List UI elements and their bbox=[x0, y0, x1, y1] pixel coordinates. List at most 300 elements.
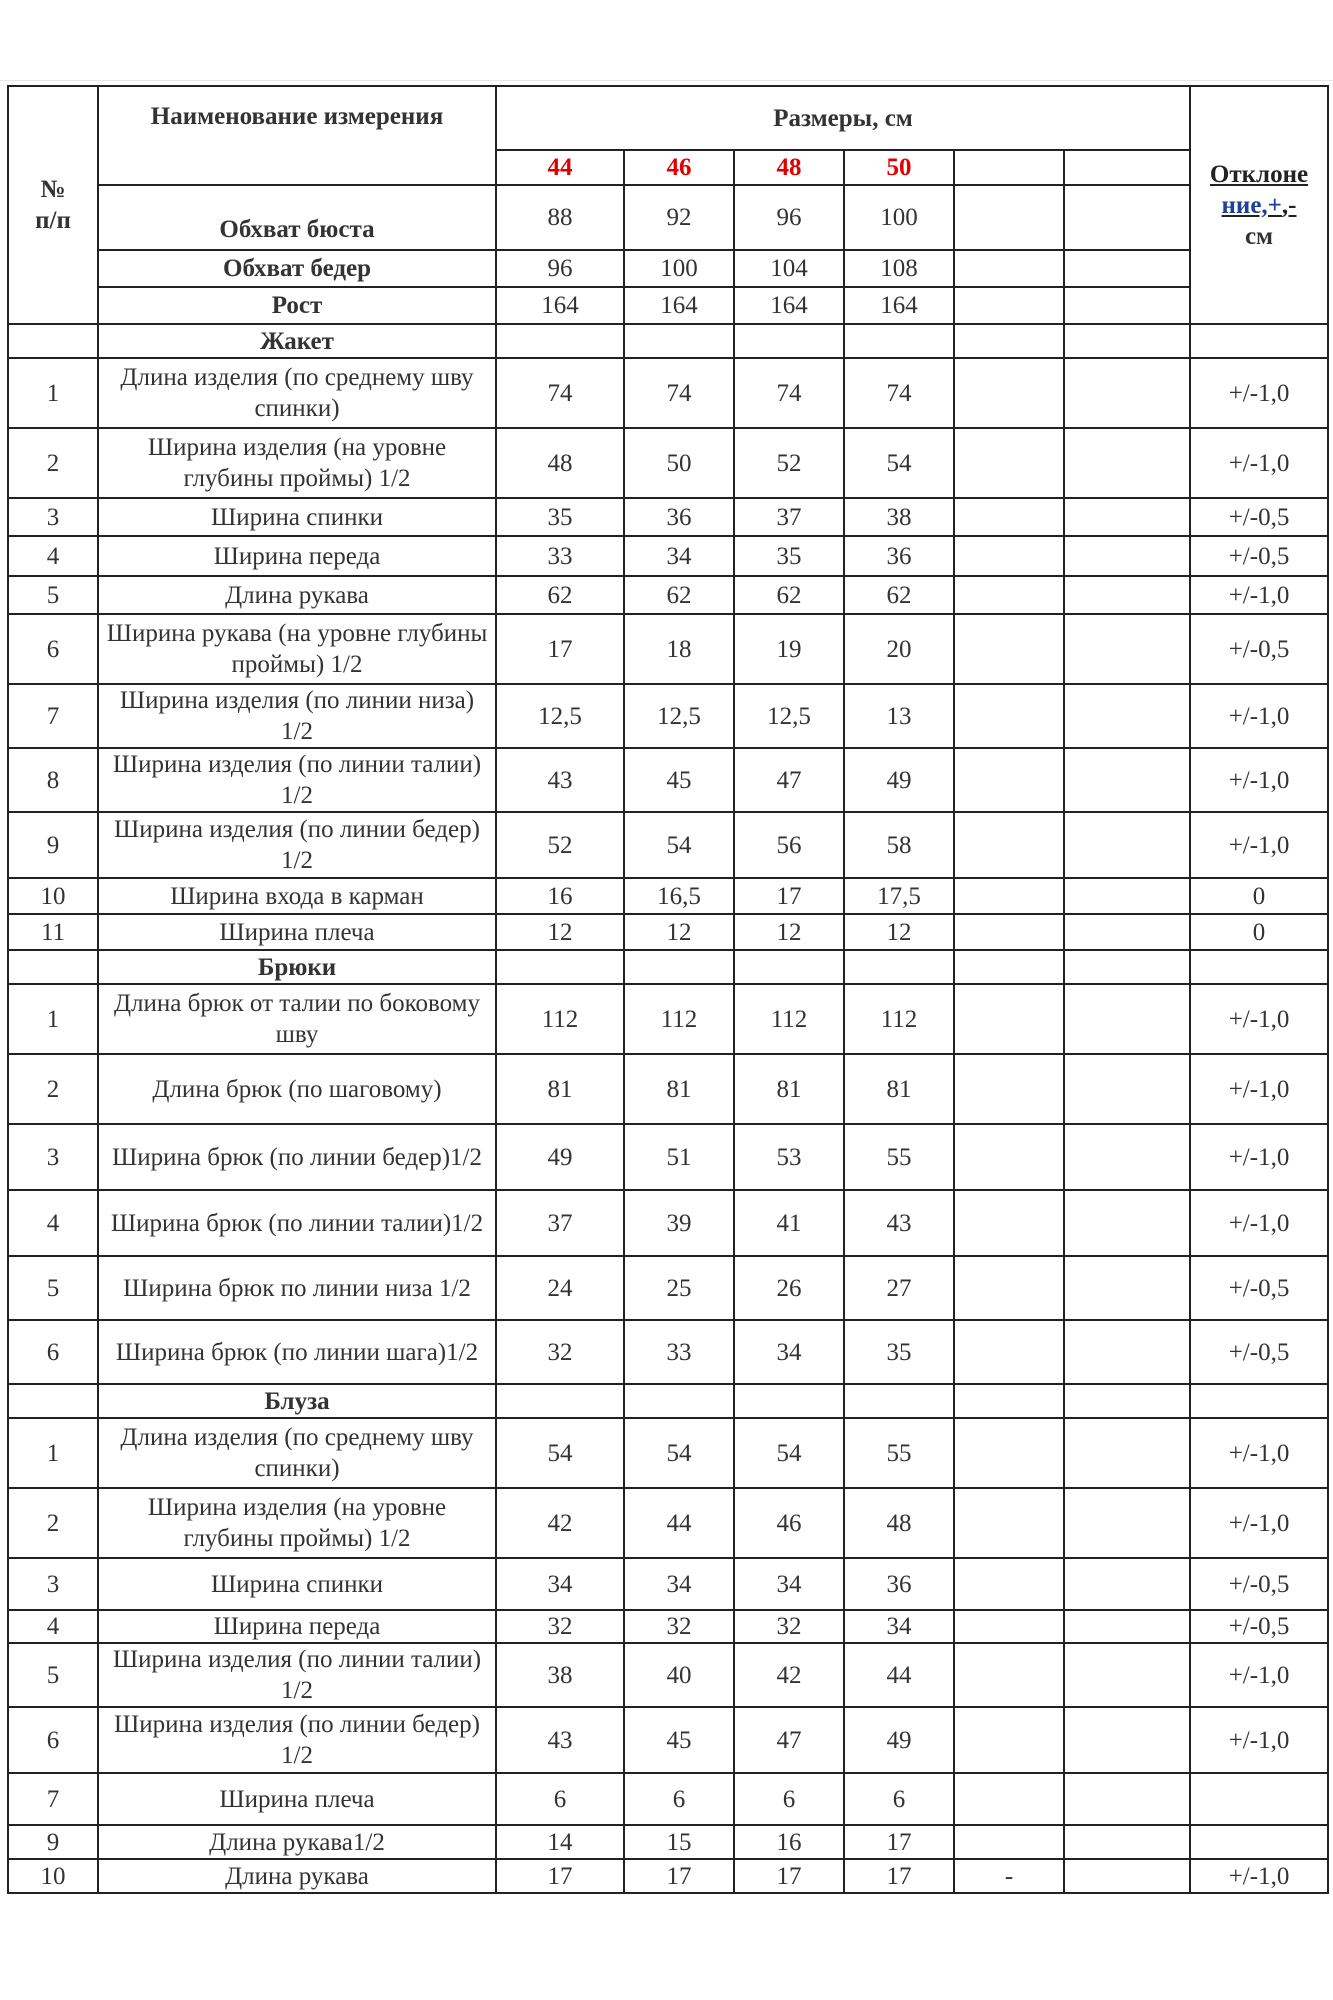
size-value: 34 bbox=[624, 1558, 734, 1610]
size-col: 48 bbox=[734, 150, 844, 185]
deviation-value: +/-1,0 bbox=[1190, 428, 1328, 498]
table-row bbox=[8, 1707, 1328, 1773]
measurement-name: Ширина изделия (по линии талии) 1/2 bbox=[98, 748, 496, 812]
hips-value bbox=[954, 250, 1064, 287]
table-row bbox=[8, 1825, 1328, 1859]
bust-value: 88 bbox=[496, 185, 624, 250]
table-row bbox=[8, 576, 1328, 614]
size-value: 16 bbox=[734, 1825, 844, 1859]
size-value: 38 bbox=[844, 498, 954, 536]
row-number: 3 bbox=[8, 498, 98, 536]
size-value bbox=[1064, 1707, 1190, 1773]
size-value bbox=[954, 498, 1064, 536]
table-row bbox=[8, 1124, 1328, 1190]
size-value: 44 bbox=[624, 1488, 734, 1558]
size-value bbox=[1064, 684, 1190, 748]
measurement-name: Ширина брюк (по линии талии)1/2 bbox=[98, 1190, 496, 1256]
section-empty-cell bbox=[8, 324, 98, 358]
hips-value bbox=[1064, 250, 1190, 287]
size-value bbox=[954, 1707, 1064, 1773]
size-value: 81 bbox=[734, 1054, 844, 1124]
size-value: 34 bbox=[624, 536, 734, 576]
section-empty-cell bbox=[1190, 324, 1328, 358]
page-top-rule bbox=[0, 80, 1333, 81]
header-row-titles bbox=[8, 86, 1328, 150]
size-value bbox=[1064, 1643, 1190, 1707]
size-value: 32 bbox=[496, 1320, 624, 1384]
size-value: 41 bbox=[734, 1190, 844, 1256]
size-value bbox=[1064, 1124, 1190, 1190]
size-value: 15 bbox=[624, 1825, 734, 1859]
row-number: 4 bbox=[8, 1610, 98, 1643]
bust-value bbox=[1064, 185, 1190, 250]
measurement-name: Длина брюк (по шаговому) bbox=[98, 1054, 496, 1124]
size-value: 24 bbox=[496, 1256, 624, 1320]
size-value: 6 bbox=[844, 1773, 954, 1825]
size-col: 44 bbox=[496, 150, 624, 185]
table-row bbox=[8, 1190, 1328, 1256]
deviation-value: +/-0,5 bbox=[1190, 1558, 1328, 1610]
deviation-value: +/-1,0 bbox=[1190, 1859, 1328, 1893]
size-value: 17 bbox=[734, 878, 844, 914]
bust-value: 96 bbox=[734, 185, 844, 250]
section-empty-cell bbox=[844, 324, 954, 358]
section-empty-cell bbox=[1190, 950, 1328, 984]
size-value: 42 bbox=[496, 1488, 624, 1558]
measurement-name: Длина рукава bbox=[98, 1859, 496, 1893]
deviation-value: +/-0,5 bbox=[1190, 1320, 1328, 1384]
header-row-hips bbox=[8, 250, 1328, 287]
measurement-name: Длина рукава1/2 bbox=[98, 1825, 496, 1859]
section-empty-cell bbox=[954, 1384, 1064, 1418]
deviation-value bbox=[1190, 1825, 1328, 1859]
measurement-name: Ширина брюк по линии низа 1/2 bbox=[98, 1256, 496, 1320]
size-value bbox=[1064, 748, 1190, 812]
deviation-value: 0 bbox=[1190, 878, 1328, 914]
size-value: 26 bbox=[734, 1256, 844, 1320]
size-value: 38 bbox=[496, 1643, 624, 1707]
size-value: - bbox=[954, 1859, 1064, 1893]
measurement-name: Ширина брюк (по линии шага)1/2 bbox=[98, 1320, 496, 1384]
row-number: 5 bbox=[8, 576, 98, 614]
size-value: 48 bbox=[496, 428, 624, 498]
size-value: 27 bbox=[844, 1256, 954, 1320]
section-empty-cell bbox=[1190, 1384, 1328, 1418]
size-value: 6 bbox=[734, 1773, 844, 1825]
measurement-name: Ширина изделия (на уровне глубины проймы) 1/2 bbox=[98, 428, 496, 498]
size-value: 39 bbox=[624, 1190, 734, 1256]
size-value: 51 bbox=[624, 1124, 734, 1190]
size-value: 13 bbox=[844, 684, 954, 748]
row-number: 5 bbox=[8, 1256, 98, 1320]
deviation-value: +/-0,5 bbox=[1190, 498, 1328, 536]
size-value: 32 bbox=[734, 1610, 844, 1643]
size-value bbox=[954, 914, 1064, 950]
measurement-name: Ширина изделия (по линии низа) 1/2 bbox=[98, 684, 496, 748]
size-spec-table bbox=[7, 85, 1329, 1894]
size-value: 12,5 bbox=[496, 684, 624, 748]
size-value: 32 bbox=[496, 1610, 624, 1643]
size-value: 54 bbox=[734, 1418, 844, 1488]
size-value: 47 bbox=[734, 1707, 844, 1773]
size-value bbox=[954, 1558, 1064, 1610]
table-row bbox=[8, 1773, 1328, 1825]
size-value: 25 bbox=[624, 1256, 734, 1320]
measurement-name: Ширина плеча bbox=[98, 1773, 496, 1825]
size-value: 12,5 bbox=[734, 684, 844, 748]
size-value bbox=[1064, 1610, 1190, 1643]
hips-value: 104 bbox=[734, 250, 844, 287]
size-value bbox=[1064, 1825, 1190, 1859]
size-value: 55 bbox=[844, 1418, 954, 1488]
table-row bbox=[8, 1320, 1328, 1384]
size-col: 50 bbox=[844, 150, 954, 185]
size-value: 42 bbox=[734, 1643, 844, 1707]
hips-value: 108 bbox=[844, 250, 954, 287]
deviation-value: +/-1,0 bbox=[1190, 1190, 1328, 1256]
row-number: 1 bbox=[8, 984, 98, 1054]
section-title: Жакет bbox=[98, 324, 496, 358]
size-value: 45 bbox=[624, 748, 734, 812]
size-value bbox=[1064, 536, 1190, 576]
header-row-height bbox=[8, 287, 1328, 324]
section-header-row bbox=[8, 324, 1328, 358]
size-value bbox=[1064, 576, 1190, 614]
size-value bbox=[1064, 1320, 1190, 1384]
section-header-row bbox=[8, 950, 1328, 984]
size-value bbox=[954, 812, 1064, 878]
size-value: 54 bbox=[844, 428, 954, 498]
table-row bbox=[8, 1488, 1328, 1558]
deviation-value: +/-1,0 bbox=[1190, 1643, 1328, 1707]
measurement-name: Ширина переда bbox=[98, 1610, 496, 1643]
section-empty-cell bbox=[8, 1384, 98, 1418]
measurement-name: Ширина изделия (на уровне глубины проймы) 1/2 bbox=[98, 1488, 496, 1558]
height-value bbox=[954, 287, 1064, 324]
measurement-name: Длина изделия (по среднему шву спинки) bbox=[98, 1418, 496, 1488]
size-value: 49 bbox=[844, 748, 954, 812]
measurement-name: Ширина брюк (по линии бедер)1/2 bbox=[98, 1124, 496, 1190]
measurement-name: Ширина изделия (по линии бедер) 1/2 bbox=[98, 1707, 496, 1773]
sizes-header: Размеры, см bbox=[496, 86, 1190, 150]
section-empty-cell bbox=[624, 1384, 734, 1418]
size-value: 34 bbox=[496, 1558, 624, 1610]
size-value: 45 bbox=[624, 1707, 734, 1773]
hips-value: 96 bbox=[496, 250, 624, 287]
deviation-value: +/-1,0 bbox=[1190, 748, 1328, 812]
size-value bbox=[954, 1418, 1064, 1488]
deviation-value: +/-1,0 bbox=[1190, 1488, 1328, 1558]
table-row bbox=[8, 428, 1328, 498]
size-value bbox=[1064, 1256, 1190, 1320]
size-value: 74 bbox=[624, 358, 734, 428]
size-value: 56 bbox=[734, 812, 844, 878]
size-col bbox=[954, 150, 1064, 185]
section-empty-cell bbox=[496, 1384, 624, 1418]
section-empty-cell bbox=[8, 950, 98, 984]
size-value bbox=[954, 428, 1064, 498]
deviation-value: 0 bbox=[1190, 914, 1328, 950]
height-value: 164 bbox=[624, 287, 734, 324]
table-row bbox=[8, 1859, 1328, 1893]
row-number: 1 bbox=[8, 1418, 98, 1488]
bust-value bbox=[954, 185, 1064, 250]
size-value: 17 bbox=[844, 1859, 954, 1893]
size-value: 74 bbox=[844, 358, 954, 428]
size-value: 44 bbox=[844, 1643, 954, 1707]
size-value bbox=[954, 614, 1064, 684]
size-value bbox=[954, 1054, 1064, 1124]
size-value: 12 bbox=[496, 914, 624, 950]
table-row bbox=[8, 1418, 1328, 1488]
size-value bbox=[954, 358, 1064, 428]
table-row bbox=[8, 1643, 1328, 1707]
height-value: 164 bbox=[734, 287, 844, 324]
row-number: 7 bbox=[8, 684, 98, 748]
size-value bbox=[954, 1825, 1064, 1859]
size-value: 37 bbox=[734, 498, 844, 536]
size-value: 49 bbox=[496, 1124, 624, 1190]
section-empty-cell bbox=[734, 324, 844, 358]
row-number: 3 bbox=[8, 1558, 98, 1610]
size-value: 17 bbox=[496, 614, 624, 684]
measurement-name: Ширина входа в карман bbox=[98, 878, 496, 914]
size-value: 62 bbox=[624, 576, 734, 614]
size-value: 46 bbox=[734, 1488, 844, 1558]
size-value: 17 bbox=[734, 1859, 844, 1893]
table-row bbox=[8, 358, 1328, 428]
bust-value: 100 bbox=[844, 185, 954, 250]
size-value: 12 bbox=[844, 914, 954, 950]
section-empty-cell bbox=[954, 324, 1064, 358]
table-row bbox=[8, 536, 1328, 576]
size-value: 53 bbox=[734, 1124, 844, 1190]
section-title: Блуза bbox=[98, 1384, 496, 1418]
table-row bbox=[8, 1256, 1328, 1320]
size-value: 6 bbox=[624, 1773, 734, 1825]
size-value bbox=[954, 576, 1064, 614]
table-row bbox=[8, 614, 1328, 684]
size-value bbox=[1064, 498, 1190, 536]
hips-label: Обхват бедер bbox=[98, 250, 496, 287]
size-value bbox=[954, 536, 1064, 576]
deviation-value: +/-1,0 bbox=[1190, 358, 1328, 428]
size-value bbox=[954, 984, 1064, 1054]
size-value: 36 bbox=[844, 1558, 954, 1610]
size-value bbox=[1064, 1859, 1190, 1893]
section-empty-cell bbox=[624, 324, 734, 358]
size-value: 112 bbox=[496, 984, 624, 1054]
size-value: 62 bbox=[496, 576, 624, 614]
size-value bbox=[1064, 1054, 1190, 1124]
table-row bbox=[8, 498, 1328, 536]
deviation-header: Отклоне ние,+,- см bbox=[1190, 86, 1328, 324]
deviation-value: +/-0,5 bbox=[1190, 1610, 1328, 1643]
measurement-name: Ширина плеча bbox=[98, 914, 496, 950]
row-number: 6 bbox=[8, 1707, 98, 1773]
size-value: 35 bbox=[844, 1320, 954, 1384]
size-value: 35 bbox=[496, 498, 624, 536]
row-number: 9 bbox=[8, 812, 98, 878]
measurement-name: Ширина переда bbox=[98, 536, 496, 576]
size-value: 6 bbox=[496, 1773, 624, 1825]
size-value: 20 bbox=[844, 614, 954, 684]
size-value bbox=[954, 1190, 1064, 1256]
size-value: 18 bbox=[624, 614, 734, 684]
size-value: 16,5 bbox=[624, 878, 734, 914]
size-value bbox=[954, 1643, 1064, 1707]
size-value: 35 bbox=[734, 536, 844, 576]
size-value: 43 bbox=[496, 748, 624, 812]
deviation-value: +/-1,0 bbox=[1190, 812, 1328, 878]
size-value: 36 bbox=[624, 498, 734, 536]
row-number: 10 bbox=[8, 1859, 98, 1893]
size-value: 17,5 bbox=[844, 878, 954, 914]
row-number: 1 bbox=[8, 358, 98, 428]
size-value: 12 bbox=[624, 914, 734, 950]
table-row bbox=[8, 748, 1328, 812]
table-row bbox=[8, 878, 1328, 914]
row-number: 7 bbox=[8, 1773, 98, 1825]
measurement-name: Ширина изделия (по линии бедер) 1/2 bbox=[98, 812, 496, 878]
section-empty-cell bbox=[844, 1384, 954, 1418]
size-value: 47 bbox=[734, 748, 844, 812]
size-value bbox=[954, 748, 1064, 812]
row-number: 9 bbox=[8, 1825, 98, 1859]
size-value bbox=[954, 1256, 1064, 1320]
size-value bbox=[1064, 614, 1190, 684]
size-value bbox=[954, 878, 1064, 914]
size-value bbox=[954, 684, 1064, 748]
row-number: 3 bbox=[8, 1124, 98, 1190]
measurement-name: Ширина изделия (по линии талии) 1/2 bbox=[98, 1643, 496, 1707]
section-header-row bbox=[8, 1384, 1328, 1418]
deviation-value: +/-1,0 bbox=[1190, 1418, 1328, 1488]
size-value: 112 bbox=[734, 984, 844, 1054]
table-row bbox=[8, 812, 1328, 878]
row-number: 4 bbox=[8, 1190, 98, 1256]
deviation-value bbox=[1190, 1773, 1328, 1825]
size-value: 43 bbox=[496, 1707, 624, 1773]
size-value: 112 bbox=[844, 984, 954, 1054]
size-value: 14 bbox=[496, 1825, 624, 1859]
measurement-name: Ширина спинки bbox=[98, 1558, 496, 1610]
deviation-value: +/-0,5 bbox=[1190, 1256, 1328, 1320]
size-value bbox=[1064, 984, 1190, 1054]
measurement-name: Длина брюк от талии по боковому шву bbox=[98, 984, 496, 1054]
size-value bbox=[954, 1320, 1064, 1384]
height-label: Рост bbox=[98, 287, 496, 324]
measurement-name-header: Наименование измерения bbox=[98, 86, 496, 185]
section-empty-cell bbox=[734, 1384, 844, 1418]
section-empty-cell bbox=[844, 950, 954, 984]
height-value: 164 bbox=[844, 287, 954, 324]
row-number: 11 bbox=[8, 914, 98, 950]
size-value: 33 bbox=[496, 536, 624, 576]
size-value: 12,5 bbox=[624, 684, 734, 748]
size-value: 62 bbox=[844, 576, 954, 614]
section-title: Брюки bbox=[98, 950, 496, 984]
size-value: 43 bbox=[844, 1190, 954, 1256]
row-number: 5 bbox=[8, 1643, 98, 1707]
section-empty-cell bbox=[624, 950, 734, 984]
section-empty-cell bbox=[1064, 950, 1190, 984]
size-value bbox=[1064, 812, 1190, 878]
deviation-value: +/-1,0 bbox=[1190, 684, 1328, 748]
size-value: 112 bbox=[624, 984, 734, 1054]
size-value: 52 bbox=[734, 428, 844, 498]
size-value: 40 bbox=[624, 1643, 734, 1707]
size-value: 17 bbox=[844, 1825, 954, 1859]
size-value: 37 bbox=[496, 1190, 624, 1256]
row-number: 6 bbox=[8, 1320, 98, 1384]
size-value: 17 bbox=[496, 1859, 624, 1893]
size-value: 16 bbox=[496, 878, 624, 914]
size-value bbox=[1064, 358, 1190, 428]
measurement-name: Длина изделия (по среднему шву спинки) bbox=[98, 358, 496, 428]
deviation-value: +/-0,5 bbox=[1190, 614, 1328, 684]
section-empty-cell bbox=[734, 950, 844, 984]
section-empty-cell bbox=[1064, 1384, 1190, 1418]
size-value: 50 bbox=[624, 428, 734, 498]
size-value: 58 bbox=[844, 812, 954, 878]
size-value: 34 bbox=[734, 1558, 844, 1610]
deviation-value: +/-1,0 bbox=[1190, 576, 1328, 614]
size-value bbox=[954, 1488, 1064, 1558]
deviation-value: +/-1,0 bbox=[1190, 1124, 1328, 1190]
size-value: 55 bbox=[844, 1124, 954, 1190]
bust-value: 92 bbox=[624, 185, 734, 250]
row-number: 2 bbox=[8, 1054, 98, 1124]
size-value bbox=[1064, 428, 1190, 498]
row-number: 2 bbox=[8, 1488, 98, 1558]
measurement-name: Длина рукава bbox=[98, 576, 496, 614]
row-number: 8 bbox=[8, 748, 98, 812]
size-value bbox=[1064, 1418, 1190, 1488]
table-row bbox=[8, 1054, 1328, 1124]
size-col bbox=[1064, 150, 1190, 185]
size-value bbox=[954, 1124, 1064, 1190]
size-value bbox=[1064, 914, 1190, 950]
table-row bbox=[8, 684, 1328, 748]
deviation-value: +/-1,0 bbox=[1190, 1054, 1328, 1124]
size-value: 32 bbox=[624, 1610, 734, 1643]
size-value: 74 bbox=[496, 358, 624, 428]
header-row-bust bbox=[8, 185, 1328, 250]
size-value: 81 bbox=[496, 1054, 624, 1124]
section-empty-cell bbox=[496, 950, 624, 984]
size-value: 34 bbox=[734, 1320, 844, 1384]
size-value: 12 bbox=[734, 914, 844, 950]
table-row bbox=[8, 1558, 1328, 1610]
size-value: 62 bbox=[734, 576, 844, 614]
height-value bbox=[1064, 287, 1190, 324]
size-col: 46 bbox=[624, 150, 734, 185]
deviation-value: +/-1,0 bbox=[1190, 1707, 1328, 1773]
size-value bbox=[1064, 1190, 1190, 1256]
section-empty-cell bbox=[1064, 324, 1190, 358]
size-value: 54 bbox=[624, 1418, 734, 1488]
table-row bbox=[8, 914, 1328, 950]
table-row bbox=[8, 1610, 1328, 1643]
size-value bbox=[1064, 1773, 1190, 1825]
hips-value: 100 bbox=[624, 250, 734, 287]
size-value: 81 bbox=[624, 1054, 734, 1124]
row-number: 2 bbox=[8, 428, 98, 498]
section-empty-cell bbox=[954, 950, 1064, 984]
size-value: 49 bbox=[844, 1707, 954, 1773]
measurement-name: Ширина рукава (на уровне глубины проймы) 1/2 bbox=[98, 614, 496, 684]
